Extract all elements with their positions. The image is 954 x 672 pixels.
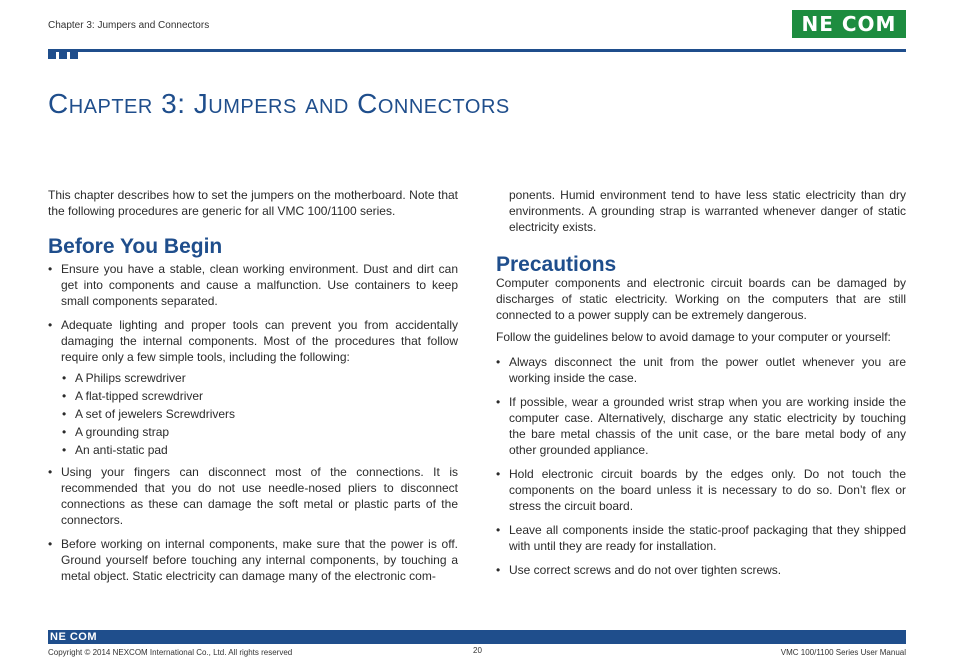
list-item: • Hold electronic circuit boards by the edges only. Do not touch the components on the board unless it is necessary to do so. Don’t flex or stress the circuit board. <box>496 466 906 514</box>
precautions-list <box>496 354 906 578</box>
page-number: 20 <box>473 646 482 655</box>
footer-logo: NE COM <box>50 631 97 643</box>
left-column <box>48 187 458 584</box>
tool-item: • A Philips screwdriver <box>62 370 458 386</box>
list-item: • Always disconnect the unit from the power outlet whenever you are working inside the case. <box>496 354 906 386</box>
tool-item: • A grounding strap <box>62 424 458 440</box>
tool-item: • A set of jewelers Screwdrivers <box>62 406 458 422</box>
list-item: • If possible, wear a grounded wrist strap when you are working inside the computer case. Alternatively, discharge any static electricity by touching the bare metal chassis of the unit case, or the bare metal body of any other grounded appliance. <box>496 394 906 458</box>
header-squares <box>48 51 78 59</box>
before-heading: Before You Begin <box>48 235 223 258</box>
precautions-heading: Precautions <box>496 253 617 276</box>
guidelines-intro: Follow the guidelines below to avoid damage to your computer or yourself: <box>496 330 891 344</box>
tool-item: • An anti-static pad <box>62 442 458 458</box>
list-item: • Use correct screws and do not over tighten screws. <box>496 562 906 578</box>
running-header: Chapter 3: Jumpers and Connectors <box>48 20 210 31</box>
list-item: • Before working on internal components, make sure that the power is off. Ground yourself before touching any internal components, by touching a metal object. Static electricity can damage many of the electronic com- <box>48 536 458 584</box>
nexcom-logo <box>792 10 906 38</box>
header-rule <box>48 49 906 52</box>
manual-title: VMC 100/1100 Series User Manual <box>780 648 906 657</box>
footer-bar <box>48 630 906 644</box>
right-column <box>496 187 906 578</box>
logo-text: NE COM <box>801 12 897 36</box>
copyright: Copyright © 2014 NEXCOM International Co., Ltd. All rights reserved <box>48 648 293 657</box>
tools-list <box>62 370 458 458</box>
intro-paragraph: This chapter describes how to set the jumpers on the motherboard. Note that the following procedures are generic for all VMC 100/1100 series. <box>48 188 458 218</box>
before-list <box>48 261 458 584</box>
list-item: • Ensure you have a stable, clean working environment. Dust and dirt can get into components and cause a malfunction. Use containers to keep small components separated. <box>48 261 458 309</box>
tool-item: • A flat-tipped screwdriver <box>62 388 458 404</box>
list-item: • Adequate lighting and proper tools can prevent you from accidentally damaging the internal components. Most of the procedures that follow require only a few simple tools, including the following: • A Philips screwdriver • A flat-tipped screwdriver • A set of jewelers Screwdrivers • A grounding strap • An anti-static pad <box>48 317 458 458</box>
list-item: • Using your fingers can disconnect most of the connections. It is recommended that you do not use needle-nosed pliers to disconnect connections as these can damage the soft metal or plastic parts of the connectors. <box>48 464 458 528</box>
precautions-paragraph: Computer components and electronic circuit boards can be damaged by discharges of static electricity. Working on the computers that are still connected to a power supply can be extremely dangerous. <box>496 276 906 322</box>
continued-paragraph: ponents. Humid environment tend to have less static electricity than dry environments. A grounding strap is warranted whenever danger of static electricity exists. <box>509 188 906 234</box>
list-item: • Leave all components inside the static-proof packaging that they shipped with until they are ready for installation. <box>496 522 906 554</box>
chapter-title: Chapter 3: Jumpers and Connectors <box>48 88 510 119</box>
